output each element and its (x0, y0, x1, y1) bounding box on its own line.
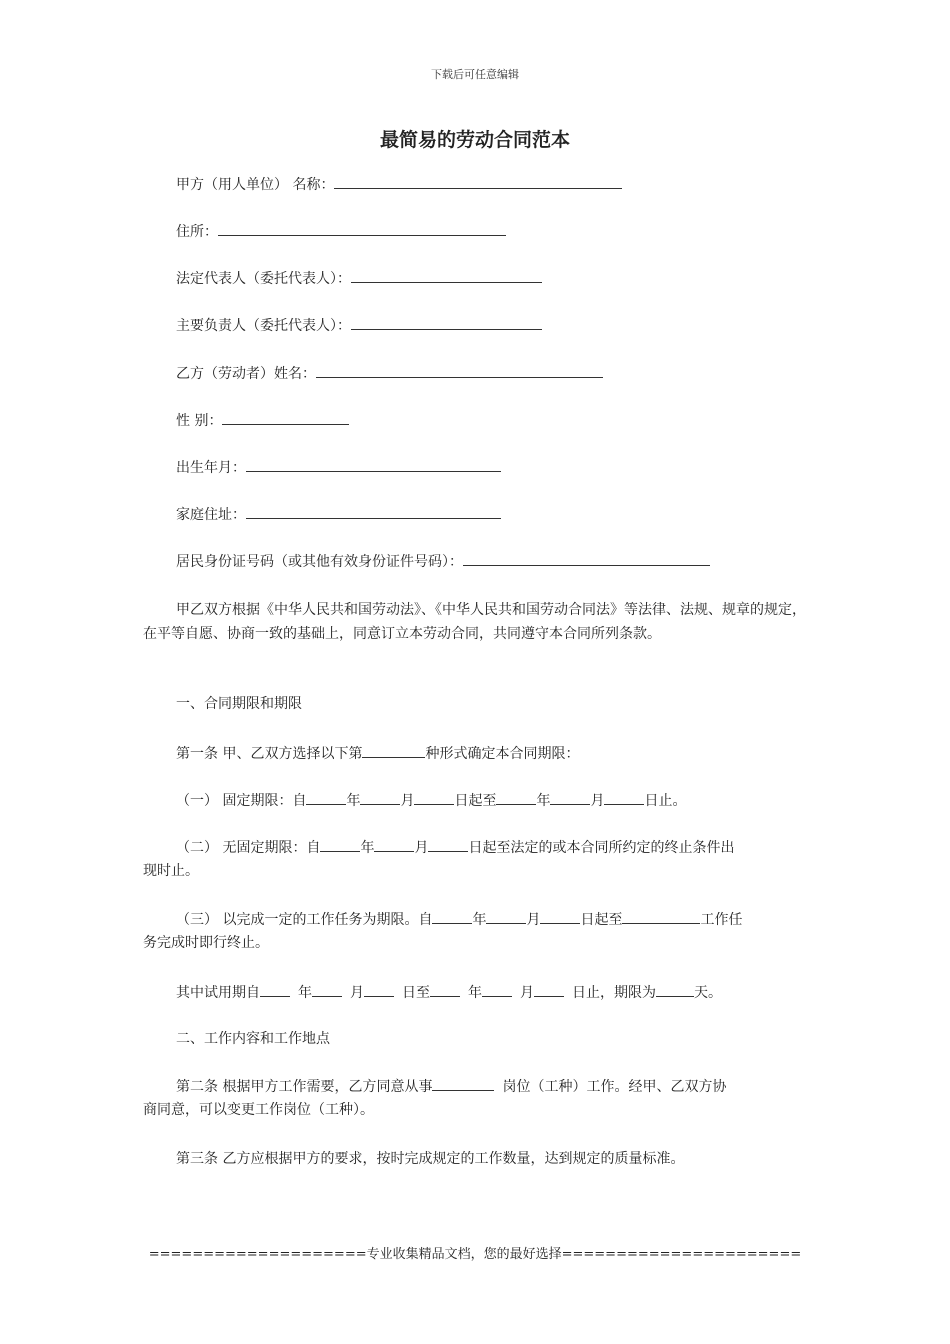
address-line (176, 221, 506, 241)
article3-line: 第三条 乙方应根据甲方的要求，按时完成规定的工作数量，达到规定的质量标准。 (176, 1151, 685, 1167)
option2-year-blank[interactable] (320, 837, 360, 852)
option2-month-blank[interactable] (374, 837, 414, 852)
section1-heading: 一、合同期限和期限 (176, 696, 302, 712)
party-b-name-blank[interactable] (316, 363, 603, 378)
gender-line (176, 410, 349, 430)
probation-year1: 年 (298, 985, 312, 1001)
id-number-blank[interactable] (463, 551, 710, 566)
gender-blank[interactable] (222, 410, 349, 425)
option1-start-year-blank[interactable] (306, 790, 346, 805)
article2-line (176, 1076, 726, 1096)
party-a-name-blank[interactable] (334, 174, 622, 189)
option3-line2: 务完成时即行终止。 (143, 935, 269, 951)
option3-task-blank[interactable] (622, 909, 700, 924)
option2-day-blank[interactable] (428, 837, 468, 852)
article2-position-blank[interactable] (432, 1076, 494, 1091)
option2-line2: 现时止。 (143, 863, 199, 879)
option2-year: 年 (360, 840, 375, 856)
id-number-line (176, 551, 710, 571)
option1-day-from: 日起至 (454, 793, 497, 809)
option2-rest: 日起至法定的或本合同所约定的终止条件出 (468, 840, 735, 856)
option1-end-year-blank[interactable] (496, 790, 536, 805)
footer-banner: ====================专业收集精品文档，您的最好选择====================== (148, 1247, 802, 1262)
option2-line (176, 837, 734, 857)
probation-month2: 月 (520, 985, 534, 1001)
chief-line (176, 315, 542, 335)
id-number-label: 居民身份证号码（或其他有效身份证件号码）： (176, 554, 463, 570)
option1-end-day-blank[interactable] (604, 790, 644, 805)
party-a-name-label: 甲方（用人单位） 名称： (176, 177, 335, 193)
article2-line2: 商同意，可以变更工作岗位（工种）。 (143, 1102, 374, 1118)
legal-rep-blank[interactable] (351, 268, 542, 283)
probation-days-blank[interactable] (656, 982, 694, 997)
option3-prefix: （三） 以完成一定的工作任务为期限。自 (176, 912, 433, 928)
home-address-line (176, 504, 501, 524)
chief-label: 主要负责人（委托代表人）： (176, 318, 351, 334)
probation-days: 天。 (694, 985, 722, 1001)
option3-line (176, 909, 742, 929)
article1-line (176, 743, 579, 763)
probation-day-to: 日至 (402, 985, 430, 1001)
header-note: 下载后可任意编辑 (431, 68, 519, 81)
probation-prefix: 其中试用期自 (176, 985, 260, 1001)
article1-option-blank[interactable] (362, 743, 425, 758)
option3-year-blank[interactable] (432, 909, 472, 924)
option1-end-month-blank[interactable] (550, 790, 590, 805)
option3-month: 月 (526, 912, 541, 928)
option1-start-day-blank[interactable] (414, 790, 454, 805)
article2-text-b: 岗位（工种）工作。经甲、乙双方协 (502, 1079, 727, 1095)
legal-rep-label: 法定代表人（委托代表人）： (176, 271, 351, 287)
option1-prefix: （一） 固定期限：自 (176, 793, 307, 809)
home-address-label: 家庭住址： (176, 507, 246, 523)
option2-prefix: （二） 无固定期限：自 (176, 840, 321, 856)
article1-text-b: 种形式确定本合同期限： (425, 746, 580, 762)
option3-month-blank[interactable] (486, 909, 526, 924)
option1-day-end: 日止。 (644, 793, 687, 809)
option1-start-month-blank[interactable] (360, 790, 400, 805)
party-b-name-label: 乙方（劳动者）姓名： (176, 366, 316, 382)
article2-text-a: 第二条 根据甲方工作需要，乙方同意从事 (176, 1079, 433, 1095)
probation-end-year-blank[interactable] (430, 982, 460, 997)
probation-line (176, 982, 722, 1002)
option3-day-blank[interactable] (540, 909, 580, 924)
chief-blank[interactable] (351, 315, 542, 330)
address-label: 住所： (176, 224, 218, 240)
article1-text-a: 第一条 甲、乙双方选择以下第 (176, 746, 363, 762)
option1-year1: 年 (346, 793, 361, 809)
probation-day-end: 日止，期限为 (572, 985, 656, 1001)
probation-end-day-blank[interactable] (534, 982, 564, 997)
option1-line (176, 790, 686, 810)
option2-month: 月 (414, 840, 429, 856)
option3-rest: 工作任 (700, 912, 743, 928)
address-blank[interactable] (218, 221, 506, 236)
section2-heading: 二、工作内容和工作地点 (176, 1031, 330, 1047)
document-title: 最简易的劳动合同范本 (379, 129, 570, 151)
option3-year: 年 (472, 912, 487, 928)
option3-day-from: 日起至 (580, 912, 623, 928)
option1-year2: 年 (536, 793, 551, 809)
party-b-name-line (176, 363, 603, 383)
probation-year2: 年 (468, 985, 482, 1001)
birth-blank[interactable] (246, 457, 501, 472)
probation-end-month-blank[interactable] (482, 982, 512, 997)
option1-month2: 月 (590, 793, 605, 809)
birth-label: 出生年月： (176, 460, 246, 476)
probation-month1: 月 (350, 985, 364, 1001)
birth-line (176, 457, 501, 477)
home-address-blank[interactable] (246, 504, 501, 519)
gender-label: 性 别： (176, 413, 223, 429)
party-a-name-line (176, 174, 622, 194)
probation-start-day-blank[interactable] (364, 982, 394, 997)
probation-start-year-blank[interactable] (260, 982, 290, 997)
probation-start-month-blank[interactable] (312, 982, 342, 997)
legal-rep-line (176, 268, 542, 288)
intro-paragraph: 甲乙双方根据《中华人民共和国劳动法》、《中华人民共和国劳动合同法》等法律、法规、规章的规定，在平等自愿、协商一致的基础上，同意订立本劳动合同，共同遵守本合同所列条款。 (143, 602, 806, 642)
option1-month1: 月 (400, 793, 415, 809)
